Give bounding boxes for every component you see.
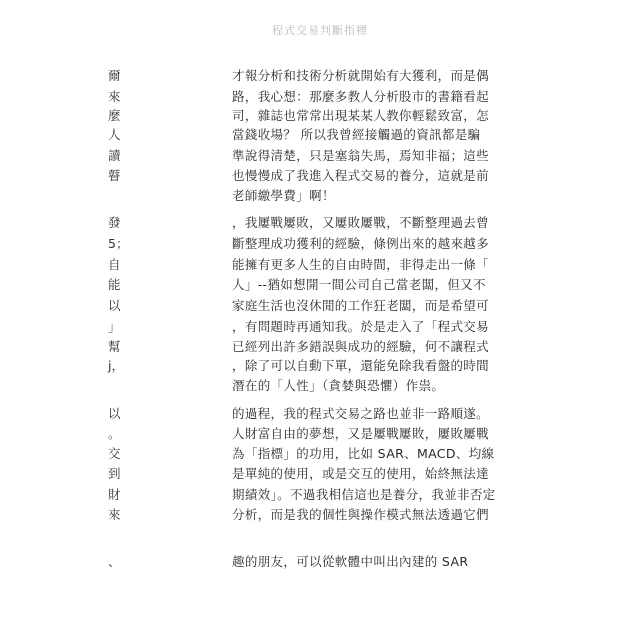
left-fragment: 交	[108, 446, 121, 461]
text-line: 當錢收場？ 所以我曾經接觸過的資訊都是騙	[232, 127, 481, 142]
text-line: 分析，而是我的個性與操作模式無法透過它們	[232, 507, 490, 522]
text-line: ，我屢戰屢敗，又屢敗屢戰，不斷整理過去曾	[232, 215, 490, 230]
text-line: 家庭生活也沒休閒的工作狂老闆，而是希望可	[232, 298, 490, 313]
text-line: 期績效」。不過我相信這也是養分，我並非否定	[232, 487, 496, 502]
left-fragment: 爾	[108, 68, 121, 83]
left-fragment: 財	[108, 487, 121, 502]
text-line: 人」--猶如想開一間公司自己當老闆，但又不	[232, 277, 486, 292]
left-fragment: 能	[108, 277, 121, 292]
left-fragment: 」	[108, 319, 121, 334]
text-line: 是單純的使用，或是交互的使用，始終無法達	[232, 466, 490, 481]
left-fragment: 自	[108, 257, 121, 272]
left-fragment: 來	[108, 507, 121, 522]
left-fragment: 以	[108, 298, 121, 313]
left-fragment: 5；	[108, 236, 129, 251]
left-fragment: j，	[108, 358, 124, 373]
left-fragment: 讀	[108, 148, 121, 163]
text-line: 能擁有更多人生的自由時間，非得走出一條「	[232, 257, 490, 272]
left-fragment: 幫	[108, 339, 121, 354]
text-line: 趣的朋友，可以從軟體中叫出內建的 SAR	[232, 554, 469, 569]
text-line: 斷整理成功獲利的經驗，條例出來的越來越多	[232, 236, 490, 251]
text-line: ，除了可以自動下單，還能免除我看盤的時間	[232, 358, 490, 373]
left-fragment: 麼	[108, 108, 121, 123]
text-line: 的過程，我的程式交易之路也並非一路順遂。	[232, 406, 490, 421]
text-line: 潛在的「人性」（貪婪與恐懼）作祟。	[232, 378, 445, 393]
text-line: 也慢慢成了我進入程式交易的養分，這就是前	[232, 168, 490, 183]
text-line: 已經列出許多錯誤與成功的經驗，何不讓程式	[232, 339, 490, 354]
left-fragment: 到	[108, 466, 121, 481]
left-fragment: 發	[108, 215, 121, 230]
text-line: ，有問題時再通知我。於是走入了「程式交易	[232, 319, 490, 334]
left-fragment: 、	[108, 554, 121, 569]
left-fragment: 瞽	[108, 168, 121, 183]
text-line: 路，我心想：那麼多教人分析股市的書籍看起	[232, 89, 490, 104]
left-fragment: 來	[108, 89, 121, 104]
running-header: 程式交易判斷指標	[272, 24, 368, 37]
left-fragment: 以	[108, 406, 121, 421]
text-line: 司，雜誌也常常出現某某人教你輕鬆致富，怎	[232, 108, 490, 123]
text-line: 人財富自由的夢想，又是屢戰屢敗，屢敗屢戰	[232, 426, 490, 441]
text-line: 才報分析和技術分析就開始有大獲利，而是偶	[232, 68, 490, 83]
text-line: 準說得清楚，只是塞翁失馬，焉知非福；這些	[232, 148, 490, 163]
left-fragment: 人	[108, 127, 121, 142]
text-line: 為「指標」的功用，比如 SAR、MACD、均線	[232, 446, 495, 461]
left-fragment: 。	[108, 426, 121, 441]
text-line: 老師繳學費」啊！	[232, 188, 335, 203]
